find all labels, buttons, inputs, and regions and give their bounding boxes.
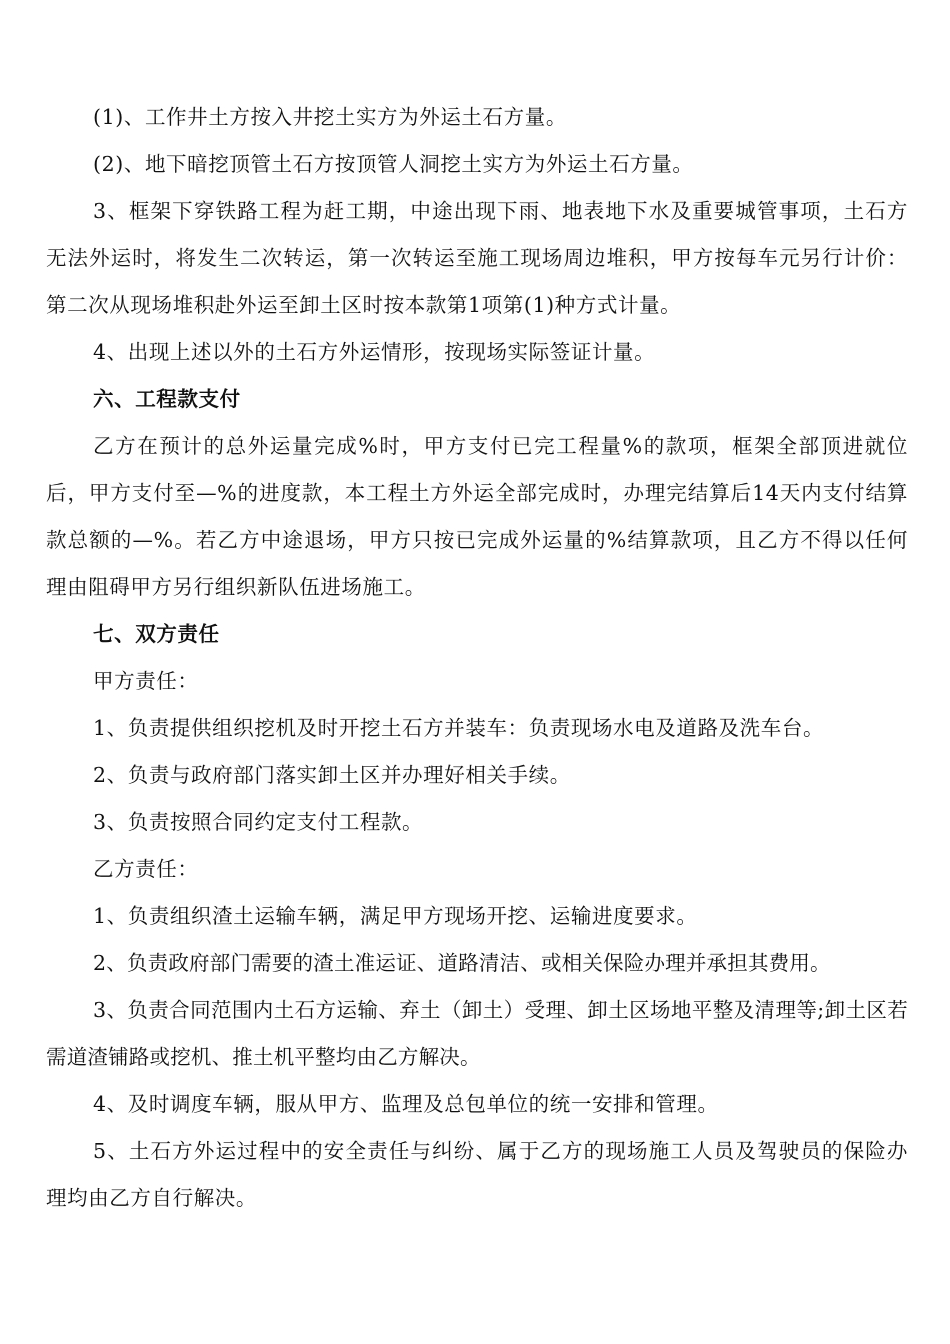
clause-1-1: (1)、工作井土方按入井挖土实方为外运土石方量。: [93, 105, 567, 129]
party-a-item-1: 1、负责提供组织挖机及时开挖土石方并装车：负责现场水电及道路及洗车台。: [93, 716, 825, 740]
section-heading-responsibilities: 七、双方责任: [93, 622, 220, 646]
document-page: [46, 94, 908, 1222]
clause-1-2: (2)、地下暗挖顶管土石方按顶管人洞挖土实方为外运土石方量。: [93, 152, 694, 176]
party-b-item-5: 5、土石方外运过程中的安全责任与纠纷、属于乙方的现场施工人员及驾驶员的保险办理均由乙方自行解决。: [46, 1139, 908, 1210]
section-heading-payment: 六、工程款支付: [93, 387, 241, 411]
clause-4: 4、出现上述以外的土石方外运情形，按现场实际签证计量。: [93, 340, 656, 364]
party-a-label: 甲方责任：: [93, 669, 199, 693]
party-b-item-1: 1、负责组织渣土运输车辆，满足甲方现场开挖、运输进度要求。: [93, 904, 698, 928]
party-b-item-2: 2、负责政府部门需要的渣土准运证、道路清洁、或相关保险办理并承担其费用。: [93, 951, 831, 975]
clause-3: 3、框架下穿铁路工程为赶工期，中途出现下雨、地表地下水及重要城管事项，土石方无法外运时，将发生二次转运，第一次转运至施工现场周边堆积，甲方按每车元另行计价：第二次从现场堆积赴外运至卸土区时按本款第1项第(1)种方式计量。: [46, 199, 908, 317]
party-b-item-4: 4、及时调度车辆，服从甲方、监理及总包单位的统一安排和管理。: [93, 1092, 719, 1116]
party-a-item-2: 2、负责与政府部门落实卸土区并办理好相关手续。: [93, 763, 571, 787]
payment-paragraph: 乙方在预计的总外运量完成%时，甲方支付已完工程量%的款项，框架全部顶进就位后，甲方支付至—%的进度款，本工程土方外运全部完成时，办理完结算后14天内支付结算款总额的—%。若乙方中途退场，甲方只按已完成外运量的%结算款项，且乙方不得以任何理由阻碍甲方另行组织新队伍进场施工。: [46, 434, 908, 599]
party-b-item-3: 3、负责合同范围内土石方运输、弃土（卸土）受理、卸土区场地平整及清理等;卸土区若需道渣铺路或挖机、推土机平整均由乙方解决。: [46, 998, 908, 1069]
party-b-label: 乙方责任：: [93, 857, 199, 881]
party-a-item-3: 3、负责按照合同约定支付工程款。: [93, 810, 424, 834]
